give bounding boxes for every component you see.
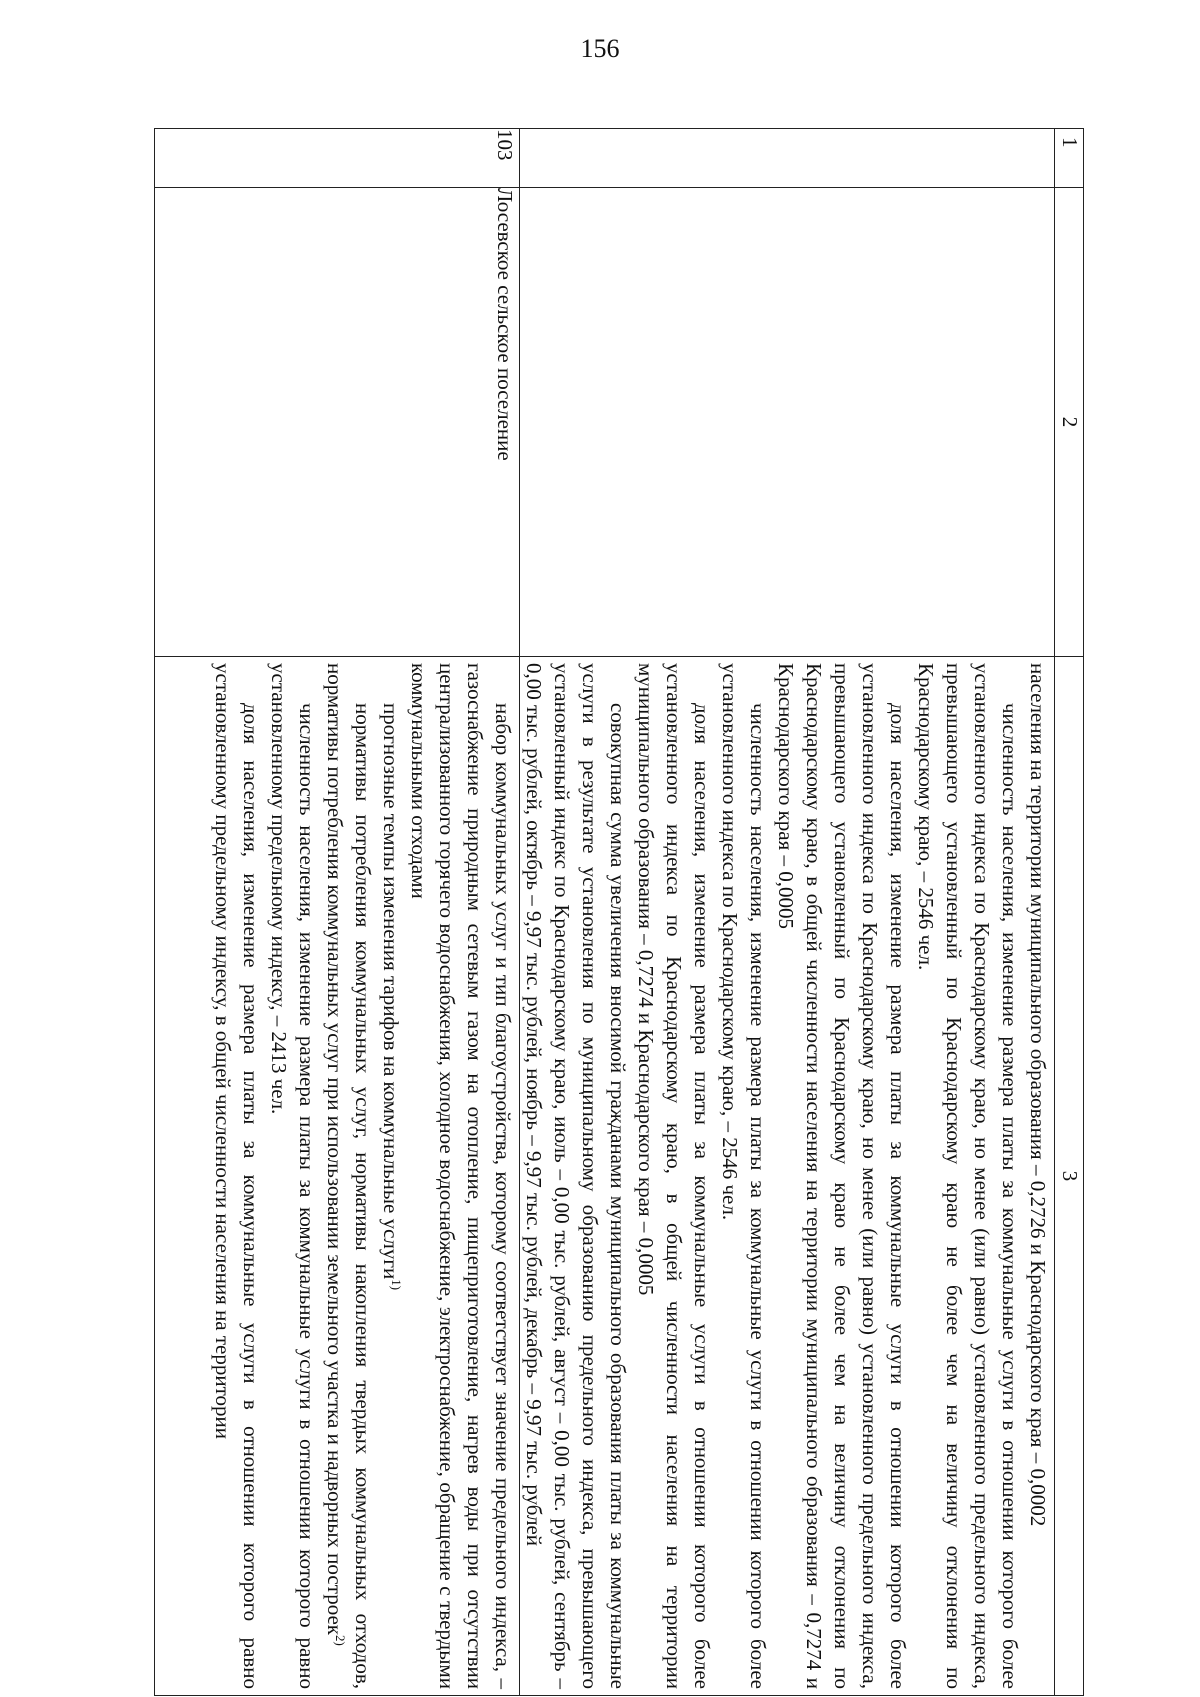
row-description (520, 657, 1055, 1696)
row-number (520, 129, 1055, 188)
paragraph: доля населения, изменение размера платы за коммунальные услуги в отношении которого более установленного индекса по Краснодарскому краю, в общей численности населения на территории муниципального образования – 0,7274 и Краснодарского края – 0,0005 (634, 663, 714, 1689)
paragraph: доля населения, изменение размера платы за коммунальные услуги в отношении которого равно установленному предельному индексу, в общей численности населения на территории (211, 663, 263, 1689)
municipality-name (520, 188, 1055, 657)
paragraph-text: прогнозные темпы изменения тарифов на коммунальные услуги (379, 703, 403, 1280)
rotated-table-container (154, 128, 1084, 1696)
table-row (155, 129, 520, 1696)
paragraph: набор коммунальных услуг и тип благоустройства, которому соответствует значение предельного индекса, – газоснабжение природным сетевым газом на отопление, пищеприготовление, нагрев воды при отсутствии централизованного горячего водоснабжения, холодное водоснабжение, электроснабжение, обращение с твердыми коммунальными отходами (407, 663, 515, 1689)
row-number: 103 (155, 129, 520, 188)
header-col-2: 2 (1055, 188, 1084, 657)
paragraph (377, 663, 405, 1689)
header-col-3: 3 (1055, 657, 1084, 1696)
footnote-ref: 1) (389, 1279, 404, 1291)
data-table (154, 128, 1084, 1696)
paragraph: численность населения, изменение размера платы за коммунальные услуги в отношении которого равно установленному предельному индексу, – 2413 чел. (267, 663, 319, 1689)
header-col-1: 1 (1055, 129, 1084, 188)
footnote-ref: 2) (333, 1634, 348, 1646)
row-description (155, 657, 520, 1696)
table-row (520, 129, 1055, 1696)
paragraph (321, 663, 377, 1689)
municipality-name: Лосевское сельское поселение (155, 188, 520, 657)
paragraph: совокупная сумма увеличения вносимой гражданами муниципального образования платы за коммунальные услуги в результате установления по муниципальному образованию предельного индекса, превышающего установленный индекс по Краснодарскому краю, июль – 0,00 тыс. рублей, август – 0,00 тыс. рублей, сентябрь – 0,00 тыс. рублей, октябрь – 9,97 тыс. рублей, ноябрь – 9,97 тыс. рублей, декабрь – 9,97 тыс. рублей (522, 663, 630, 1689)
page-number: 156 (580, 34, 620, 63)
paragraph: численность населения, изменение размера платы за коммунальные услуги в отношении которого более установленного индекса по Краснодарскому краю, – 2546 чел. (718, 663, 770, 1689)
paragraph: доля населения, изменение размера платы за коммунальные услуги в отношении которого более установленного индекса по Краснодарскому краю, но менее (или равно) установленного предельного индекса, превышающего установленный по Краснодарскому краю не более чем на величину отклонения по Краснодарскому краю, в общей численности населения на территории муниципального образования – 0,7274 и Краснодарского края – 0,0005 (774, 663, 910, 1689)
paragraph: численность населения, изменение размера платы за коммунальные услуги в отношении которого более установленного индекса по Краснодарскому краю, но менее (или равно) установленного предельного индекса, превышающего установленный по Краснодарскому краю не более чем на величину отклонения по Краснодарскому краю, – 2546 чел. (914, 663, 1022, 1689)
paragraph: населения на территории муниципального образования – 0,2726 и Краснодарского края – 0,0002 (1026, 663, 1050, 1527)
table-header-row (1055, 129, 1084, 1696)
paragraph-text: нормативы потребления коммунальных услуг, нормативы накопления твердых коммунальных отходов, нормативы потребления коммунальных услуг при использовании земельного участка и надворных построек (323, 663, 375, 1689)
